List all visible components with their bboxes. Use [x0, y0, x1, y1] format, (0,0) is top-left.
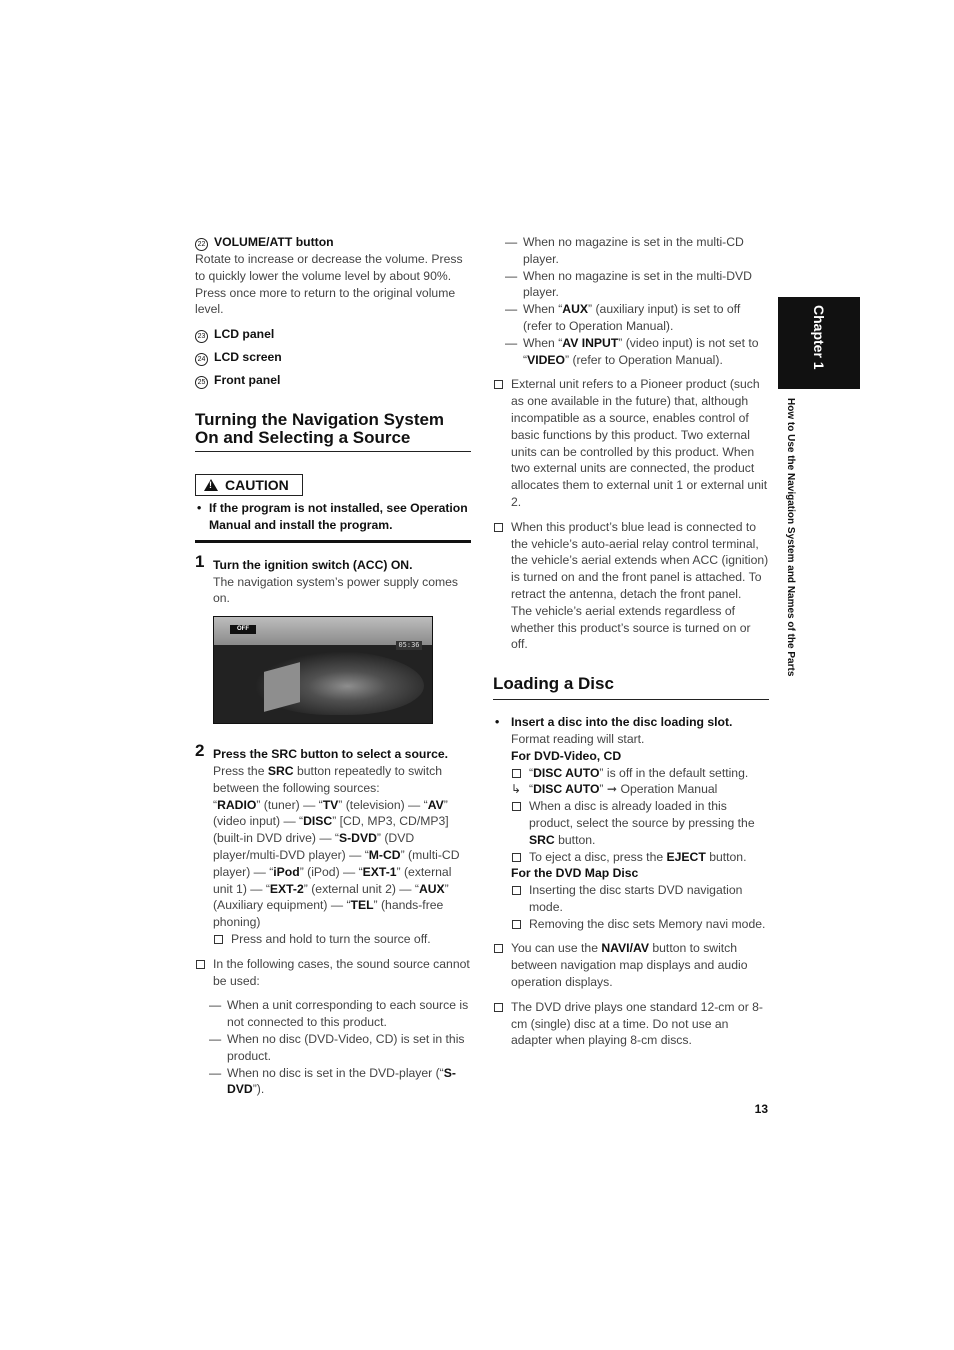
source-desc: (television) —	[342, 797, 424, 812]
step-2-title-pre: Press the	[213, 747, 272, 762]
source-code: DISC	[303, 814, 333, 829]
item-23-heading	[195, 326, 471, 343]
disc-auto-note	[511, 765, 769, 782]
disc-auto-ref-label: DISC AUTO	[533, 782, 600, 797]
case-item-post: ” (auxiliary input) is set to off (refer to Operation Manual).	[523, 302, 741, 333]
source-desc: (hands-free phoning)	[213, 898, 444, 930]
disc-auto-ref-pre: “	[529, 782, 534, 797]
cases-list	[195, 997, 471, 1098]
note-blue-lead-2: The vehicle’s aerial extends regardless of whether this product’s source is turned on or off.	[511, 603, 751, 652]
case-item: — When no disc (DVD-Video, CD) is set in this product.	[209, 1031, 471, 1065]
already-loaded-pre: When a disc is already loaded in this product, select the source by pressing the	[529, 799, 755, 830]
step-2-body-post: button repeatedly to switch between the following sources:	[213, 763, 442, 795]
dvd-drive-note: The DVD drive plays one standard 12-cm or 8-cm (single) disc at a time. Do not use an adapter when playing 8-cm discs.	[493, 999, 769, 1049]
disc-auto-reference	[511, 781, 769, 798]
step-1-number: 1	[195, 551, 205, 571]
eject-label: EJECT	[666, 849, 706, 864]
case-item: — When no magazine is set in the multi-DVD player.	[505, 268, 769, 302]
dvd-video-heading: For DVD-Video, CD	[511, 748, 622, 763]
source-code: TEL	[350, 898, 374, 913]
step-2-title	[213, 746, 471, 763]
left-column	[195, 234, 471, 1098]
item-25-heading	[195, 372, 471, 389]
source-desc: (external unit 1) —	[213, 864, 452, 896]
case-item-aux: AUX	[562, 302, 589, 317]
case-item-video: VIDEO	[527, 352, 565, 367]
source-list: “RADIO” (tuner) — “TV” (television) — “AV” (video input) — “DISC” [CD, MP3, CD/MP3](built-in DVD drive) — “S-DVD” (DVD player/multi-DVD player) — “M-CD” (multi-CD player) — “iPod” (iPod) — “EXT-1” (external unit 1) — “EXT-2” (external unit 2) — “AUX” (Auxiliary equipment) — “TEL” (hands-free phoning)	[213, 797, 460, 930]
navi-av-label: NAVI/AV	[601, 941, 649, 956]
screen-clock: 05:36	[396, 641, 422, 650]
item-25-title: Front panel	[214, 373, 281, 388]
case-item-pre: When “	[523, 335, 563, 350]
caution-body	[195, 496, 471, 543]
navi-post: button to switch between navigation map displays and audio operation displays.	[511, 941, 748, 990]
cases-list-continued	[493, 234, 769, 368]
caution-text: • If the program is not installed, see Operation Manual and install the program.	[195, 500, 471, 534]
cases-note: In the following cases, the sound source cannot be used:	[195, 956, 471, 990]
step-2-body-src: SRC	[267, 763, 294, 778]
chapter-label: Chapter 1	[811, 305, 827, 370]
case-item-post: ”).	[252, 1082, 265, 1097]
source-code: M-CD	[368, 847, 401, 862]
source-desc: (video input) —	[213, 814, 300, 829]
screen-off-label: OFF	[230, 625, 256, 634]
map-insert-note: Inserting the disc starts DVD navigation mode.	[511, 882, 769, 916]
source-desc: (tuner) —	[260, 797, 319, 812]
navi-pre: You can use the	[511, 941, 602, 956]
item-23-title: LCD panel	[214, 327, 275, 342]
step-2-title-post: button to select a source.	[297, 747, 449, 762]
source-desc: (multi-CD player) —	[213, 847, 460, 879]
already-loaded-src: SRC	[529, 832, 555, 847]
source-code: AUX	[418, 881, 445, 896]
loading-details	[493, 731, 769, 933]
case-item: — When no magazine is set in the multi-CD player.	[505, 234, 769, 268]
step-1-body: The navigation system’s power supply comes on.	[213, 574, 458, 606]
case-item-mid: ” (video input) is not set to “	[523, 335, 759, 367]
already-loaded-post: button.	[554, 832, 596, 847]
step-2	[195, 741, 471, 948]
case-item	[209, 1065, 471, 1099]
caution-label: CAUTION	[225, 477, 289, 494]
case-item-sdvd: S-DVD	[227, 1065, 456, 1097]
warning-triangle-icon	[204, 479, 218, 491]
step-2-number: 2	[195, 741, 205, 761]
map-remove-note: Removing the disc sets Memory navi mode.	[511, 916, 769, 933]
source-code: EXT-1	[362, 864, 397, 879]
disc-auto-ref-post: ” ➞ Operation Manual	[599, 782, 718, 797]
already-loaded-note	[511, 798, 769, 848]
dvd-map-heading: For the DVD Map Disc	[511, 866, 639, 881]
item-number-25: 25	[195, 376, 208, 389]
note-blue-lead: When this product’s blue lead is connected to the vehicle’s auto-aerial relay control terminal, the vehicle’s aerial extends when ACC (ignition) is turned on and the front panel is attached. To retract the antenna, detach the front panel.	[493, 519, 769, 603]
item-22-body: Rotate to increase or decrease the volume. Press to quickly lower the volume level by about 90%. Press once more to return to the original volume level.	[195, 252, 463, 317]
item-number-24: 24	[195, 353, 208, 366]
case-item-pre: When no disc is set in the DVD-player (“	[227, 1065, 444, 1080]
source-desc: [CD, MP3, CD/MP3](built-in DVD drive) —	[213, 814, 449, 846]
eject-post: button.	[705, 849, 747, 864]
source-code: iPod	[273, 864, 300, 879]
section-title-loading-disc: Loading a Disc	[493, 675, 769, 700]
insert-disc-instruction: • Insert a disc into the disc loading slot.	[493, 714, 769, 731]
source-code: S-DVD	[338, 831, 377, 846]
case-item-pre: When “	[523, 302, 563, 317]
page-number: 13	[754, 1102, 768, 1116]
step-1	[195, 551, 471, 724]
item-number-22: 22	[195, 238, 208, 251]
case-item	[505, 335, 769, 369]
disc-auto-pre: “	[529, 765, 534, 780]
lcd-screen-illustration	[213, 616, 433, 724]
navi-av-note	[493, 940, 769, 990]
step-1-title: Turn the ignition switch (ACC) ON.	[213, 557, 413, 572]
disc-auto-post: ” is off in the default setting.	[599, 765, 749, 780]
case-item-post: ” (refer to Operation Manual).	[565, 352, 723, 367]
source-code: EXT-2	[269, 881, 304, 896]
item-24-title: LCD screen	[214, 350, 282, 365]
note-external-unit: External unit refers to a Pioneer product (such as one available in the future) that, although incompatible as a source, enables control of basic functions by this product. Two external units can be controlled by this product. When two external units are connected, the product allocates them to external unit 1 or external unit 2.	[493, 376, 769, 510]
item-24-heading	[195, 349, 471, 366]
item-22-title: VOLUME/ATT button	[214, 235, 334, 249]
source-code: TV	[322, 797, 339, 812]
section-title-turning-on: Turning the Navigation System On and Selecting a Source	[195, 411, 471, 452]
source-code: AV	[427, 797, 444, 812]
caution-label-box	[195, 474, 303, 496]
chapter-tab	[778, 297, 860, 389]
case-item: — When a unit corresponding to each source is not connected to this product.	[209, 997, 471, 1031]
case-item	[505, 301, 769, 335]
step-2-title-src: SRC	[271, 747, 297, 762]
disc-auto-label: DISC AUTO	[533, 765, 600, 780]
step-2-body	[213, 763, 471, 797]
source-desc: (Auxiliary equipment) —	[213, 898, 347, 913]
source-desc: (external unit 2) —	[307, 881, 415, 896]
item-22-heading	[195, 234, 471, 251]
eject-pre: To eject a disc, press the	[529, 849, 667, 864]
eject-note	[511, 849, 769, 866]
format-reading: Format reading will start.	[511, 731, 645, 746]
hold-note: Press and hold to turn the source off.	[213, 931, 471, 948]
source-code: RADIO	[217, 797, 257, 812]
section-vertical-label: How to Use the Navigation System and Names of the Parts	[785, 398, 796, 677]
right-column	[493, 234, 769, 1049]
source-desc: (DVD player/multi-DVD player) —	[213, 831, 415, 862]
step-2-body-pre: Press the	[213, 763, 268, 778]
item-number-23: 23	[195, 330, 208, 343]
case-item-av-input: AV INPUT	[562, 335, 619, 350]
source-desc: (iPod) —	[303, 864, 359, 879]
